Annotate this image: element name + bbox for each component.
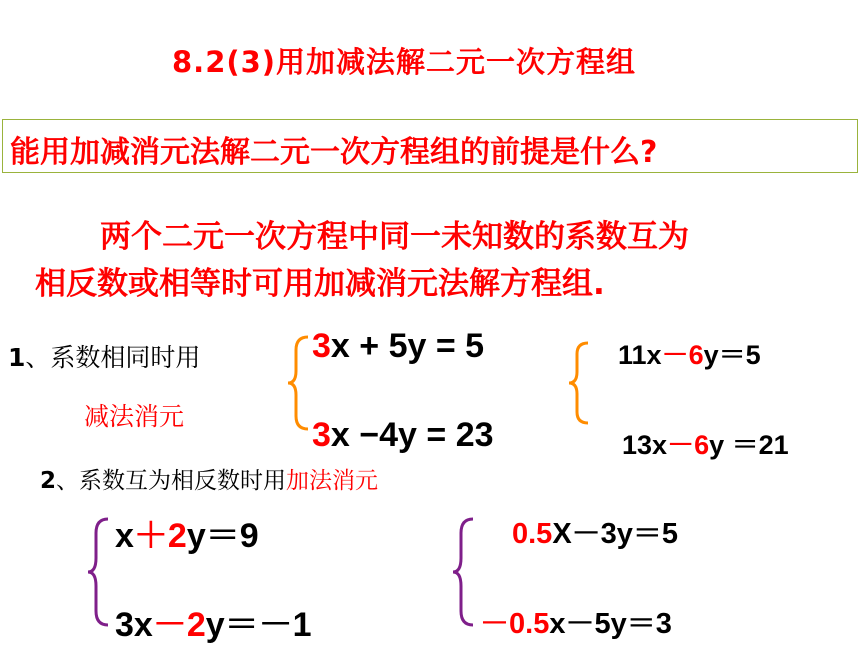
case2-method: 加法消元 [286, 468, 379, 494]
case2-system-b-eq2: －0.5x－5y＝3 [480, 608, 672, 640]
case2-system-a-eq2: 3x－2y＝－1 [115, 606, 312, 644]
case1-system-a-eq1: 3x + 5y = 5 [312, 327, 485, 365]
case1-system-b-eq2: 13x－6y ＝21 [622, 430, 789, 460]
left-brace-icon [450, 516, 476, 628]
left-brace-icon [286, 334, 312, 432]
case1-number: 1 [8, 343, 26, 372]
case1-system-b-eq1: 11x－6y＝5 [618, 340, 761, 370]
case2-label [40, 462, 378, 495]
case2-number: 2 [40, 468, 57, 494]
case1-label [8, 338, 200, 374]
case1-method: 减法消元 [84, 402, 185, 431]
question-text: 能用加减消元法解二元一次方程组的前提是什么? [10, 135, 658, 170]
case2-system-b-eq1: 0.5X－3y＝5 [512, 518, 679, 550]
case2-system-a-eq1: x＋2y＝9 [115, 517, 259, 555]
case1-label-text: 、系数相同时用 [25, 343, 201, 372]
answer-line-2: 相反数或相等时可用加减消元法解方程组. [35, 266, 605, 302]
left-brace-icon [566, 340, 592, 426]
case1-system-a-eq2: 3x −4y = 23 [312, 416, 494, 454]
case2-label-text: 、系数互为相反数时用 [56, 468, 287, 494]
answer-line-1: 两个二元一次方程中同一未知数的系数互为 [100, 219, 689, 255]
page-title: 8.2(3)用加减法解二元一次方程组 [172, 45, 637, 79]
left-brace-icon [85, 516, 111, 628]
